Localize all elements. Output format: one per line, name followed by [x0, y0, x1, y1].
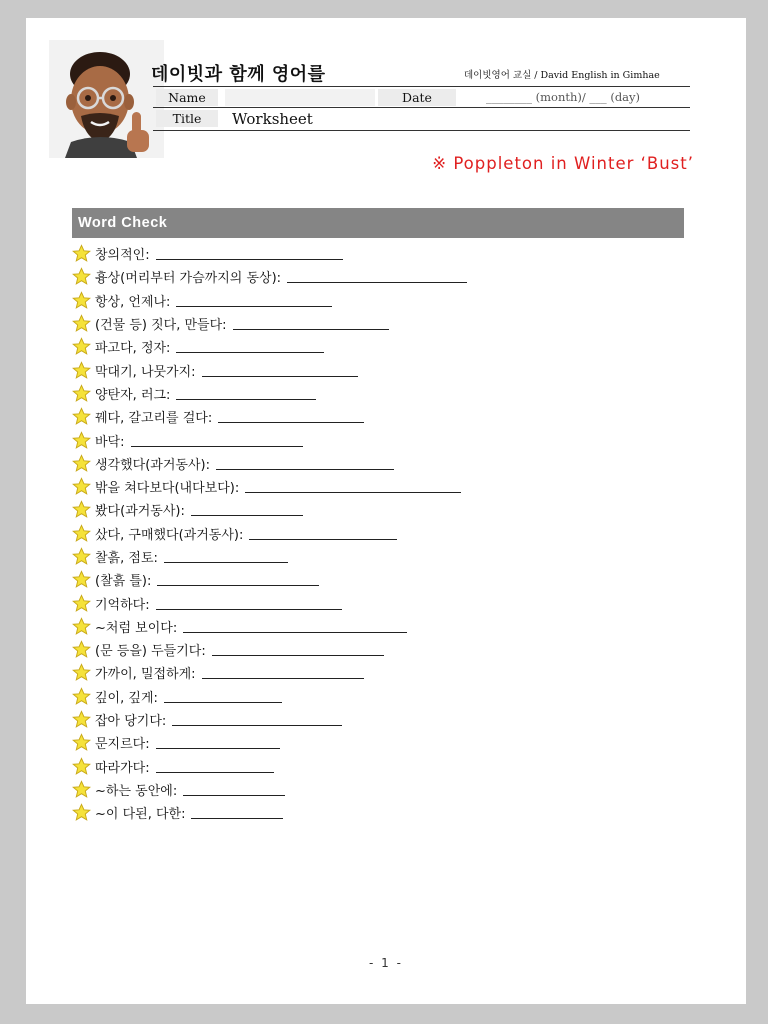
answer-blank[interactable]: [191, 503, 303, 516]
school-name: 데이빗영어 교실 / David English in Gimhae: [464, 70, 660, 81]
word-item: [72, 312, 467, 335]
word-label: 흉상(머리부터 가슴까지의 동상):: [95, 271, 282, 287]
answer-blank[interactable]: [157, 573, 319, 586]
page-number: - 1 -: [369, 956, 403, 970]
star-icon: [72, 757, 91, 776]
star-icon: [72, 524, 91, 543]
answer-blank[interactable]: [176, 340, 324, 353]
word-item: [72, 568, 467, 591]
header-title: 데이빗과 함께 영어를: [151, 64, 326, 85]
word-item: [72, 358, 467, 381]
avatar-thumbs-up-image: [49, 40, 164, 158]
word-item: [72, 405, 467, 428]
word-item: [72, 661, 467, 684]
star-icon: [72, 361, 91, 380]
answer-blank[interactable]: [191, 806, 283, 819]
word-label: 바닥:: [95, 434, 125, 450]
answer-blank[interactable]: [202, 666, 364, 679]
star-icon: [72, 594, 91, 613]
answer-blank[interactable]: [183, 783, 285, 796]
star-icon: [72, 547, 91, 566]
answer-blank[interactable]: [216, 457, 394, 470]
answer-blank[interactable]: [212, 643, 384, 656]
star-icon: [72, 384, 91, 403]
word-label: 꿰다, 갈고리를 걸다:: [95, 411, 213, 427]
word-label: 찰흙, 점토:: [95, 551, 158, 566]
answer-blank[interactable]: [176, 387, 316, 400]
star-icon: [72, 477, 91, 496]
answer-blank[interactable]: [287, 270, 467, 283]
name-label: Name: [156, 89, 218, 106]
word-item: [72, 685, 467, 708]
answer-blank[interactable]: [156, 760, 274, 773]
name-field[interactable]: [225, 89, 375, 106]
word-item: [72, 452, 467, 475]
word-item: [72, 335, 467, 358]
star-icon: [72, 663, 91, 682]
star-icon: [72, 733, 91, 752]
word-item: [72, 801, 467, 824]
star-icon: [72, 431, 91, 450]
answer-blank[interactable]: [156, 597, 342, 610]
word-label: 따라가다:: [95, 760, 150, 776]
star-icon: [72, 780, 91, 799]
date-label: Date: [378, 89, 456, 106]
word-item: [72, 545, 467, 568]
word-item: [72, 638, 467, 661]
word-item: [72, 708, 467, 731]
word-item: [72, 382, 467, 405]
title-label: Title: [156, 110, 218, 127]
word-check-list: [72, 242, 467, 824]
word-item: [72, 615, 467, 638]
header-divider-bottom: [153, 130, 690, 131]
word-item: [72, 242, 467, 265]
word-label: (건물 등) 짓다, 만들다:: [95, 318, 227, 334]
word-label: 파고다, 정자:: [95, 341, 171, 357]
answer-blank[interactable]: [156, 736, 280, 749]
answer-blank[interactable]: [172, 713, 342, 726]
word-label: 잡아 당기다:: [95, 714, 167, 730]
word-label: 깊이, 깊게:: [95, 690, 158, 706]
answer-blank[interactable]: [176, 294, 332, 307]
word-label: 생각했다(과거동사):: [95, 457, 210, 473]
date-field[interactable]: ________ (month)/ ___ (day): [486, 90, 641, 104]
star-icon: [72, 570, 91, 589]
answer-blank[interactable]: [233, 317, 389, 330]
word-item: [72, 289, 467, 312]
star-icon: [72, 454, 91, 473]
answer-blank[interactable]: [156, 247, 343, 260]
answer-blank[interactable]: [202, 364, 358, 377]
star-icon: [72, 500, 91, 519]
answer-blank[interactable]: [245, 480, 461, 493]
word-item: [72, 498, 467, 521]
word-label: 막대기, 나뭇가지:: [95, 364, 196, 380]
answer-blank[interactable]: [249, 527, 397, 540]
word-label: 기억하다:: [95, 597, 150, 613]
star-icon: [72, 617, 91, 636]
word-item: [72, 522, 467, 545]
answer-blank[interactable]: [131, 434, 303, 447]
star-icon: [72, 291, 91, 310]
word-label: (문 등을) 두들기다:: [95, 644, 206, 660]
star-icon: [72, 687, 91, 706]
word-label: 문지르다:: [95, 737, 150, 753]
star-icon: [72, 244, 91, 263]
word-label: ~하는 동안에:: [95, 783, 178, 799]
answer-blank[interactable]: [183, 620, 407, 633]
star-icon: [72, 640, 91, 659]
answer-blank[interactable]: [164, 690, 282, 703]
word-label: 양탄자, 러그:: [95, 387, 171, 403]
answer-blank[interactable]: [218, 410, 364, 423]
word-label: 샀다, 구매했다(과거동사):: [95, 527, 244, 543]
header-divider-mid: [153, 107, 690, 108]
star-icon: [72, 407, 91, 426]
word-label: 밖을 쳐다보다(내다보다):: [95, 481, 240, 497]
word-label: ~처럼 보이다:: [95, 620, 178, 636]
word-label: ~이 다된, 다한:: [95, 807, 186, 823]
star-icon: [72, 314, 91, 333]
word-label: 가까이, 밀접하게:: [95, 667, 196, 683]
star-icon: [72, 337, 91, 356]
word-label: (찰흙 틀):: [95, 574, 152, 590]
answer-blank[interactable]: [164, 550, 288, 563]
title-field: Worksheet: [232, 110, 313, 128]
star-icon: [72, 267, 91, 286]
word-item: [72, 731, 467, 754]
word-item: [72, 428, 467, 451]
word-label: 창의적인:: [95, 248, 150, 264]
word-item: [72, 591, 467, 614]
word-label: 봤다(과거동사):: [95, 504, 185, 520]
star-icon: [72, 803, 91, 822]
book-subtitle: ※ Poppleton in Winter ‘Bust’: [432, 154, 694, 173]
header-divider-top: [153, 86, 690, 87]
word-item: [72, 778, 467, 801]
word-item: [72, 265, 467, 288]
word-item: [72, 755, 467, 778]
worksheet-page: [26, 18, 746, 1004]
word-label: 항상, 언제나:: [95, 294, 171, 310]
word-check-header: Word Check: [72, 208, 684, 238]
star-icon: [72, 710, 91, 729]
word-item: [72, 475, 467, 498]
